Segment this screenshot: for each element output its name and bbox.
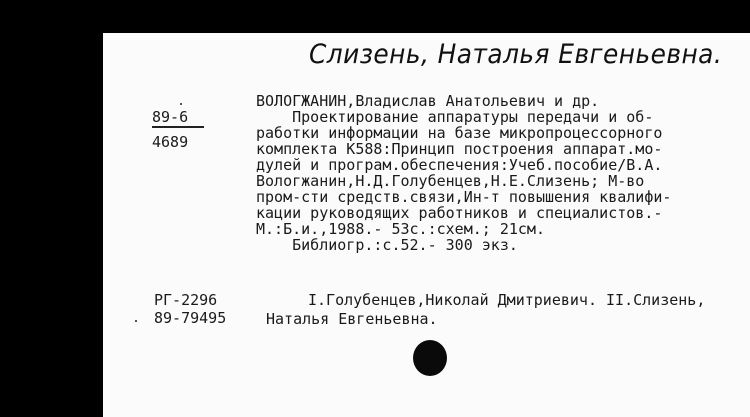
handwritten-name: Слизень, Наталья Евгеньевна.: [309, 39, 723, 70]
call-number-underline: [152, 126, 204, 128]
entry-heading: ВОЛОГЖАНИН,Владислав Анатольевич и др.: [256, 92, 600, 110]
punch-hole: [413, 340, 447, 376]
catalog-card: [103, 33, 750, 417]
registration-number: РГ-2296: [154, 291, 218, 309]
tracing-line: Наталья Евгеньевна.: [266, 310, 438, 328]
paper-speck: [180, 103, 182, 105]
call-number-top: 89-6: [152, 108, 189, 126]
entry-line: Вологжанин,Н.Д.Голубенцев,Н.Е.Слизень; М-во: [256, 172, 645, 190]
entry-line: Проектирование аппаратуры передачи и об-: [256, 108, 654, 126]
entry-line: комплекта К588:Принцип построения аппарат.мо-: [256, 140, 663, 158]
entry-line: Библиогр.:с.52.- 300 экз.: [256, 236, 518, 254]
entry-line: М.:Б.и.,1988.- 53с.:схем.; 21см.: [256, 220, 545, 238]
entry-line: кации руководящих работников и специалистов.-: [256, 204, 663, 222]
registration-number: 89-79495: [154, 309, 227, 327]
entry-line: дулей и програм.обеспечения:Учеб.пособие/В.А.: [256, 156, 663, 174]
paper-speck: [135, 320, 137, 322]
call-number-bottom: 4689: [152, 133, 189, 151]
tracing-line: I.Голубенцев,Николай Дмитриевич. II.Слизень,: [308, 291, 706, 309]
entry-line: работки информации на базе микропроцессорного: [256, 124, 663, 142]
entry-line: пром-сти средств.связи,Ин-т повышения квалифи-: [256, 188, 672, 206]
